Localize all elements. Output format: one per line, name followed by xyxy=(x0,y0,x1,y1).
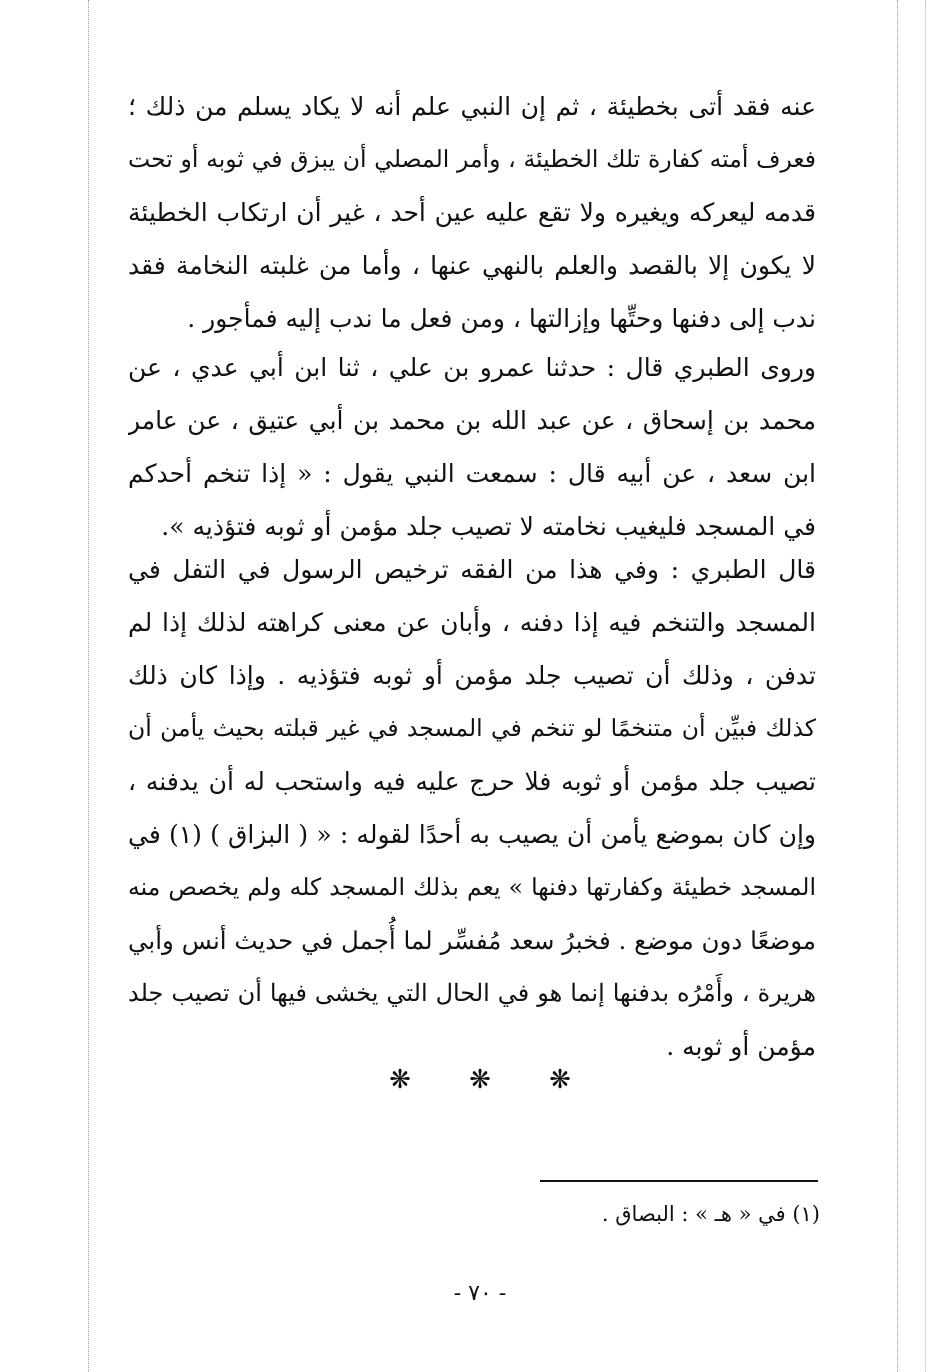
text-line: تدفن ، وذلك أن تصيب جلد مؤمن أو ثوبه فتؤذيه . وإذا كان ذلك xyxy=(128,661,816,690)
scan-margin-left xyxy=(88,0,89,1372)
section-separator xyxy=(380,1060,580,1100)
scan-margin-far-right xyxy=(925,0,926,1372)
text-line: ابن سعد ، عن أبيه قال : سمعت النبي يقول : « إذا تنخم أحدكم xyxy=(128,459,816,488)
text-line: مؤمن أو ثوبه . xyxy=(666,1032,816,1061)
text-line: موضعًا دون موضع . فخبرُ سعد مُفسِّر لما أُجمل في حديث أنس وأبي xyxy=(128,926,816,955)
text-line: عنه فقد أتى بخطيئة ، ثم إن النبي علم أنه لا يكاد يسلم من ذلك ؛ xyxy=(128,92,816,121)
text-line: هريرة ، وأَمْرُه بدفنها إنما هو في الحال التي يخشى فيها أن تصيب جلد xyxy=(128,979,816,1007)
asterism-ornament: ❋ xyxy=(389,1065,411,1095)
paragraph-3 xyxy=(128,543,816,1073)
asterism-ornament: ❋ xyxy=(549,1065,571,1095)
asterism-ornament: ❋ xyxy=(469,1065,491,1095)
paragraph-2 xyxy=(128,341,816,553)
text-line: فعرف أمته كفارة تلك الخطيئة ، وأمر المصلي أن يبزق في ثوبه أو تحت xyxy=(128,145,816,173)
text-line: وروى الطبري قال : حدثنا عمرو بن علي ، ثنا ابن أبي عدي ، عن xyxy=(128,353,816,382)
text-line: قدمه ليعركه ويغيره ولا تقع عليه عين أحد ، غير أن ارتكاب الخطيئة xyxy=(128,198,816,227)
footnote-divider xyxy=(540,1180,818,1182)
paragraph-1 xyxy=(128,80,816,345)
text-line: وإن كان بموضع يأمن أن يصيب به أحدًا لقوله : « ( البزاق ) (١) في xyxy=(128,820,816,849)
text-line: كذلك فبيِّن أن متنخمًا لو تنخم في المسجد في غير قبلته بحيث يأمن أن xyxy=(128,714,816,742)
text-line: لا يكون إلا بالقصد والعلم بالنهي عنها ، وأما من غلبته النخامة فقد xyxy=(128,251,816,280)
text-line: قال الطبري : وفي هذا من الفقه ترخيص الرسول في التفل في xyxy=(128,555,816,584)
page-number: - ٧٠ - xyxy=(453,1281,507,1306)
text-line: ندب إلى دفنها وحتِّها وإزالتها ، ومن فعل ما ندب إليه فمأجور . xyxy=(187,304,816,333)
text-line: في المسجد فليغيب نخامته لا تصيب جلد مؤمن أو ثوبه فتؤذيه ». xyxy=(161,512,816,541)
text-line: المسجد والتنخم فيه إذا دفنه ، وأبان عن معنى كراهته لذلك إذا لم xyxy=(128,608,816,637)
text-line: محمد بن إسحاق ، عن عبد الله بن محمد بن أبي عتيق ، عن عامر xyxy=(128,406,816,435)
text-line: تصيب جلد مؤمن أو ثوبه فلا حرج عليه فيه واستحب له أن يدفنه ، xyxy=(128,767,816,796)
scan-margin-right xyxy=(897,0,898,1372)
text-line: المسجد خطيئة وكفارتها دفنها » يعم بذلك المسجد كله ولم يخصص منه xyxy=(128,873,816,901)
footnote: (١) في « هـ » : البصاق . xyxy=(601,1202,820,1226)
